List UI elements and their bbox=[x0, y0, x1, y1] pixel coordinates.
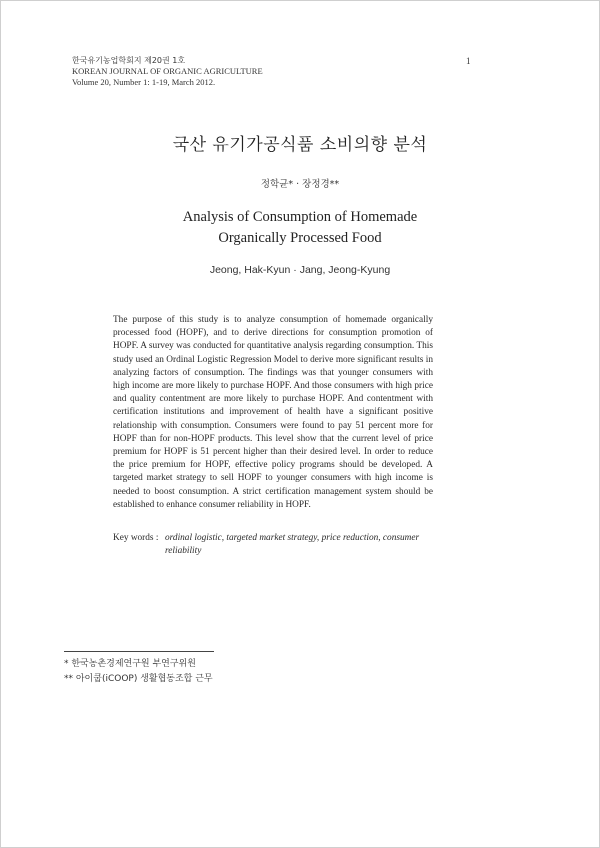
english-title-line2: Organically Processed Food bbox=[218, 230, 382, 246]
keywords-values: ordinal logistic, targeted market strategy, price reduction, consumer reliability bbox=[165, 533, 420, 556]
journal-volume-info: Volume 20, Number 1: 1-19, March 2012. bbox=[72, 77, 216, 87]
korean-title: 국산 유기가공식품 소비의향 분석 bbox=[172, 135, 428, 155]
page-number: 1 bbox=[466, 56, 471, 66]
footnote-2: ** 아이쿱(iCOOP) 생활협동조합 근무 bbox=[64, 674, 213, 684]
english-title-line1: Analysis of Consumption of Homemade bbox=[182, 209, 418, 225]
abstract-text: The purpose of this study is to analyze consumption of homemade organically processed food (HOPF), and to derive directions for consumption promotion of HOPF. A survey was conducted for quantitative analysis regarding consumption. This study used an Ordinal Logistic Regression Model to derive more significant results in analyzing factors of consumption. The findings was that younger consumers with high income are more likely to purchase HOPF. And those consumers with high price and quality contentment are more likely to purchase HOPF. And contentment with certification institutions and improvement of health have a significant positive relationship with consumption. Consumers were found to pay 51 percent more for HOPF than for non-HOPF products. This level show that the current level of price premium for HOPF is 51 percent higher than their desired level. In order to reduce the price premium for HOPF, effective policy programs should be developed. A targeted market strategy to sell HOPF to younger consumers with high income is needed to boost consumption. A strict certification management system should be established to enhance consumer reliability in HOPF. bbox=[113, 315, 433, 510]
footnotes bbox=[64, 657, 213, 687]
journal-name-korean: 한국유기농업학회지 제20권 1호 bbox=[72, 56, 186, 65]
korean-authors: 정학균* · 장정경** bbox=[260, 179, 340, 190]
journal-name-english: KOREAN JOURNAL OF ORGANIC AGRICULTURE bbox=[72, 66, 263, 76]
footnote-divider bbox=[64, 651, 214, 652]
english-authors: Jeong, Hak-Kyun · Jang, Jeong-Kyung bbox=[209, 264, 391, 276]
footnote-1: * 한국농촌경제연구원 부연구위원 bbox=[64, 659, 196, 669]
keywords-label: Key words : bbox=[113, 533, 159, 543]
journal-header bbox=[72, 55, 263, 88]
english-title bbox=[0, 207, 600, 249]
